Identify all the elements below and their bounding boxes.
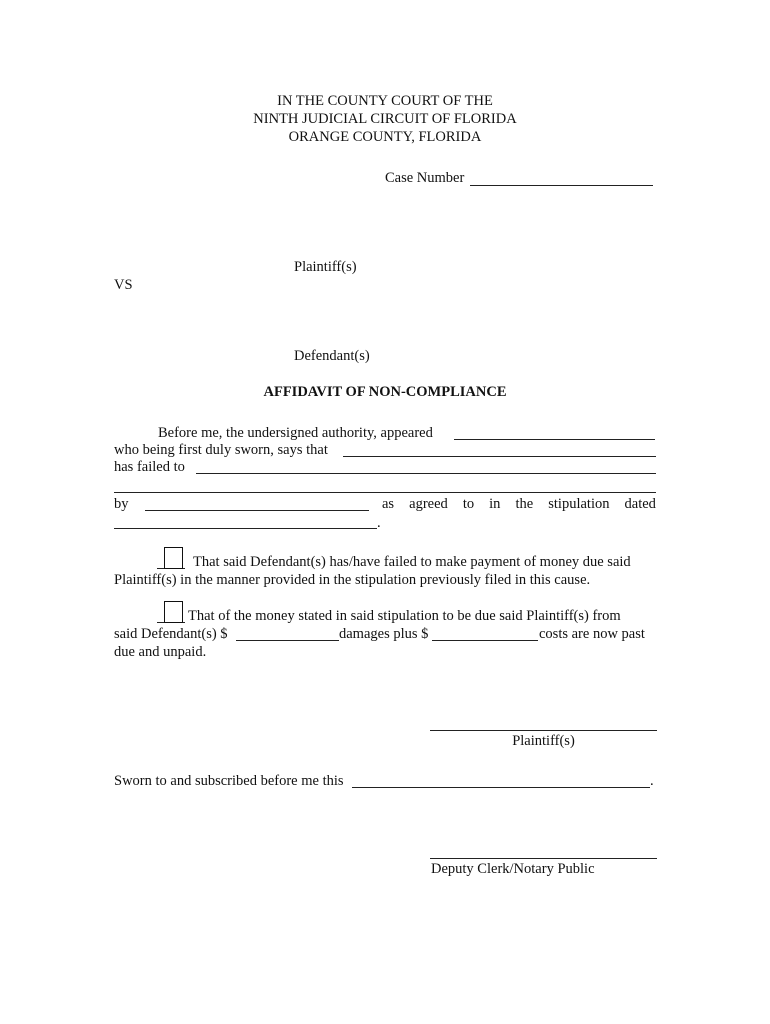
stipulation-dated-text <box>382 496 656 513</box>
plaintiff-signature-field[interactable] <box>430 730 657 731</box>
costs-amount-field[interactable] <box>432 640 538 641</box>
by-field[interactable] <box>145 510 369 511</box>
word-in: in <box>489 496 501 512</box>
word-dated: dated <box>624 496 656 512</box>
payment-option-line-1: That said Defendant(s) has/have failed to make payment of money due said <box>193 554 631 570</box>
notary-signature-label: Deputy Clerk/Notary Public <box>431 861 595 877</box>
money-option-line-2b: damages plus $ <box>339 626 429 642</box>
payment-option-line-2: Plaintiff(s) in the manner provided in the stipulation previously filed in this cause. <box>114 572 591 588</box>
body-line-1: Before me, the undersigned authority, appeared <box>158 425 433 441</box>
court-line-3: ORANGE COUNTY, FLORIDA <box>288 129 482 145</box>
date-period: . <box>377 515 381 531</box>
defendant-label: Defendant(s) <box>294 348 370 364</box>
money-option-line-2c: costs are now past <box>539 626 645 642</box>
notary-signature-field[interactable] <box>430 858 657 859</box>
court-line-2: NINTH JUDICIAL CIRCUIT OF FLORIDA <box>253 111 517 127</box>
stipulation-date-field[interactable] <box>114 528 377 529</box>
word-stipulation: stipulation <box>548 496 610 512</box>
body-line-3: has failed to <box>114 459 185 475</box>
by-word: by <box>114 496 129 512</box>
plaintiff-signature-label: Plaintiff(s) <box>512 733 575 749</box>
vs-label: VS <box>114 277 133 293</box>
word-agreed: agreed <box>409 496 448 512</box>
says-that-field[interactable] <box>343 456 656 457</box>
failed-to-field[interactable] <box>196 473 656 474</box>
word-to: to <box>462 496 475 512</box>
plaintiff-label: Plaintiff(s) <box>294 259 357 275</box>
failed-to-continuation-field[interactable] <box>114 492 656 493</box>
sworn-text: Sworn to and subscribed before me this <box>114 773 344 789</box>
word-the: the <box>515 496 534 512</box>
body-line-2: who being first duly sworn, says that <box>114 442 328 458</box>
money-option-line-1: That of the money stated in said stipulation to be due said Plaintiff(s) from <box>188 608 621 624</box>
payment-checkbox[interactable] <box>164 547 183 569</box>
word-as: as <box>382 496 395 512</box>
damages-amount-field[interactable] <box>236 640 339 641</box>
money-option-line-2a: said Defendant(s) $ <box>114 626 228 642</box>
sworn-date-field[interactable] <box>352 787 650 788</box>
case-number-field[interactable] <box>470 185 653 186</box>
document-title: AFFIDAVIT OF NON-COMPLIANCE <box>263 384 507 400</box>
court-line-1: IN THE COUNTY COURT OF THE <box>277 93 493 109</box>
appeared-name-field[interactable] <box>454 439 655 440</box>
money-option-line-3: due and unpaid. <box>114 644 207 660</box>
money-checkbox[interactable] <box>164 601 183 623</box>
case-number-label: Case Number <box>385 170 465 186</box>
sworn-period: . <box>650 773 654 789</box>
